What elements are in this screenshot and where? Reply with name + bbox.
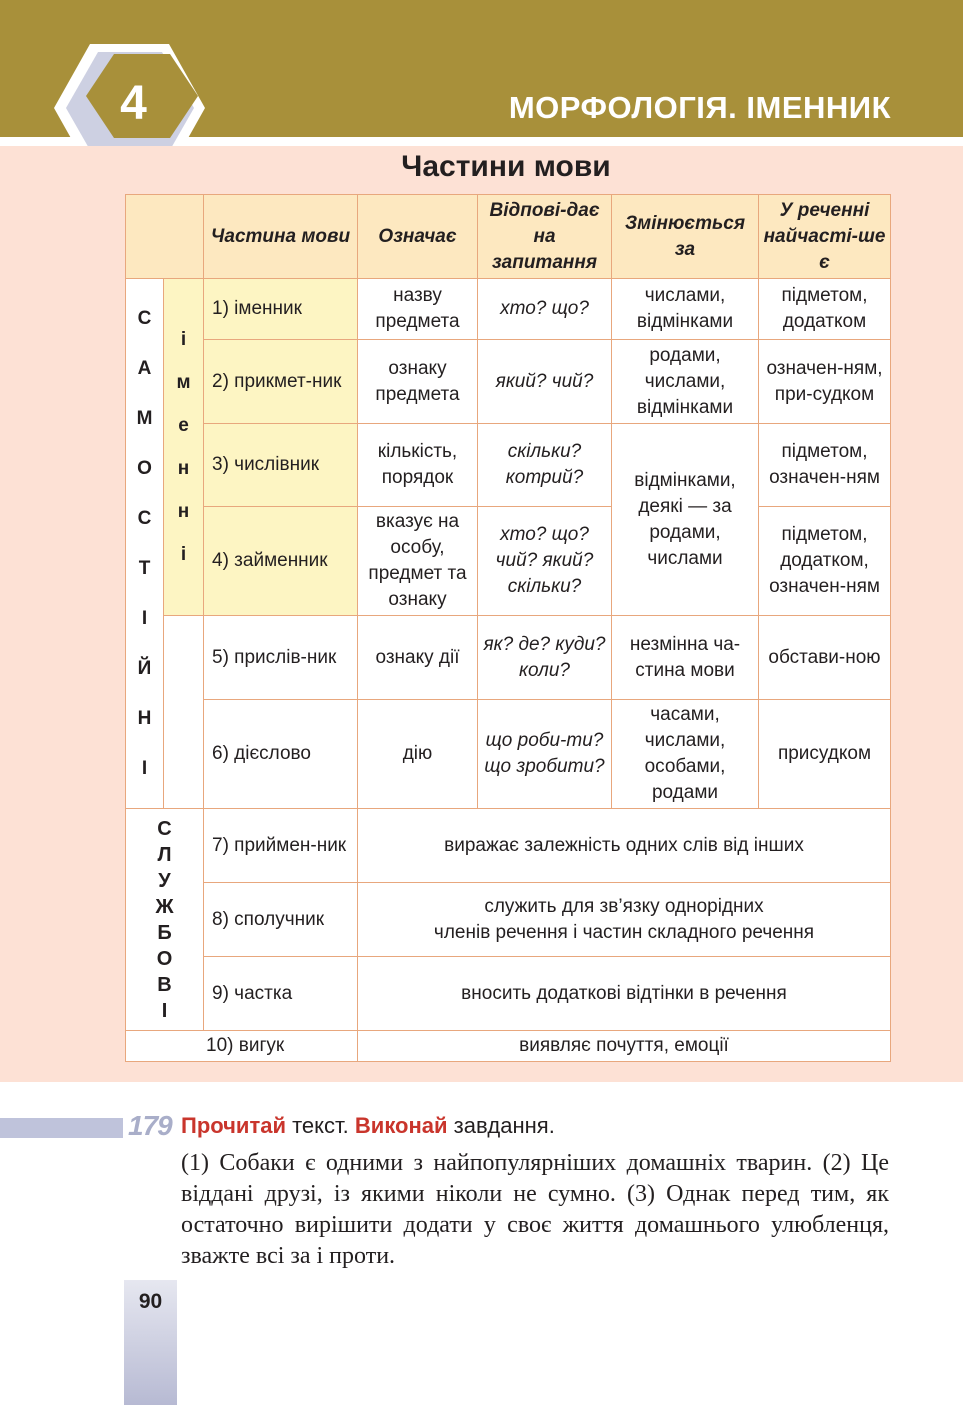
part-role: підметом, додатком, означен-ням bbox=[759, 507, 891, 616]
header-part: Частина мови bbox=[204, 195, 358, 279]
part-name: 7) приймен-ник bbox=[204, 809, 358, 883]
part-role: підметом, додатком bbox=[759, 279, 891, 340]
parts-of-speech-table bbox=[125, 194, 891, 1062]
chapter-header bbox=[0, 0, 963, 137]
part-means: вказує на особу, предмет та ознаку bbox=[358, 507, 478, 616]
part-question: що роби-ти? що зробити? bbox=[478, 700, 612, 809]
exercise-task: Прочитай текст. Виконай завдання. bbox=[181, 1113, 555, 1138]
part-role: присудком bbox=[759, 700, 891, 809]
table-title: Частини мови bbox=[401, 150, 611, 183]
header-changes: Змінюється за bbox=[612, 195, 759, 279]
exercise-text: (1) Собаки є одними з найпопулярніших домашніх тварин. (2) Це віддані друзі, із якими ніколи не сумно. (3) Однак перед тим, як остаточно вирішити додати у своє життя домашнього улюбленця, зважте всі за і проти. bbox=[181, 1150, 889, 1269]
chapter-title: МОРФОЛОГІЯ. ІМЕННИК bbox=[508, 90, 891, 125]
part-means: кількість, порядок bbox=[358, 424, 478, 507]
part-description: служить для зв’язку однорідних членів речення і частин складного речення bbox=[358, 883, 891, 957]
part-question: як? де? куди? коли? bbox=[478, 616, 612, 700]
task-verb-read: Прочитай bbox=[181, 1113, 286, 1138]
page-number: 90 bbox=[138, 1290, 163, 1313]
part-question: який? чий? bbox=[478, 340, 612, 424]
table-row bbox=[126, 1031, 891, 1062]
part-name: 6) дієслово bbox=[204, 700, 358, 809]
part-description: виявляє почуття, емоції bbox=[358, 1031, 891, 1062]
part-changes: родами, числами, відмінками bbox=[612, 340, 759, 424]
group-label-service: С Л У Ж Б О В І bbox=[126, 809, 204, 1031]
table-row bbox=[126, 809, 891, 883]
header-question: Відпові-дає на запитання bbox=[478, 195, 612, 279]
exercise-bar bbox=[0, 1118, 123, 1138]
table-row bbox=[126, 957, 891, 1031]
table-row bbox=[126, 616, 891, 700]
part-role: підметом, означен-ням bbox=[759, 424, 891, 507]
part-role: означен-ням, при-судком bbox=[759, 340, 891, 424]
part-description: вносить додаткові відтінки в речення bbox=[358, 957, 891, 1031]
table-row bbox=[126, 507, 891, 616]
table-row bbox=[126, 424, 891, 507]
part-changes: часами, числами, особами, родами bbox=[612, 700, 759, 809]
exercise-number: 179 bbox=[128, 1110, 172, 1141]
table-row bbox=[126, 340, 891, 424]
part-means: ознаку дії bbox=[358, 616, 478, 700]
part-name: 5) прислів-ник bbox=[204, 616, 358, 700]
table-row bbox=[126, 883, 891, 957]
chapter-number: 4 bbox=[120, 77, 147, 130]
part-description: виражає залежність одних слів від інших bbox=[358, 809, 891, 883]
part-name: 8) сполучник bbox=[204, 883, 358, 957]
part-role: обстави-ною bbox=[759, 616, 891, 700]
part-question: скільки? котрий? bbox=[478, 424, 612, 507]
header-role: У реченні найчасті-ше є bbox=[759, 195, 891, 279]
part-name: 4) займенник bbox=[204, 507, 358, 616]
part-changes: незмінна ча-стина мови bbox=[612, 616, 759, 700]
group-empty-cell bbox=[164, 616, 204, 809]
task-verb-do: Виконай bbox=[354, 1113, 448, 1138]
part-changes: числами, відмінками bbox=[612, 279, 759, 340]
header-empty-cell bbox=[126, 195, 204, 279]
part-means: назву предмета bbox=[358, 279, 478, 340]
table-row bbox=[126, 700, 891, 809]
header-means: Означає bbox=[358, 195, 478, 279]
part-means: ознаку предмета bbox=[358, 340, 478, 424]
part-question: хто? що? bbox=[478, 279, 612, 340]
table-row bbox=[126, 279, 891, 340]
part-name: 3) числівник bbox=[204, 424, 358, 507]
part-name: 2) прикмет-ник bbox=[204, 340, 358, 424]
group-label-independent: С А М О С Т І Й Н І bbox=[126, 279, 164, 809]
part-changes: відмінками, деякі — за родами, числами bbox=[612, 424, 759, 616]
part-name: 1) іменник bbox=[204, 279, 358, 340]
part-name: 10) вигук bbox=[126, 1031, 358, 1062]
part-means: дію bbox=[358, 700, 478, 809]
table-header-row bbox=[126, 195, 891, 279]
group-label-nominal: і м е н н і bbox=[164, 279, 204, 616]
part-name: 9) частка bbox=[204, 957, 358, 1031]
part-question: хто? що? чий? який? скільки? bbox=[478, 507, 612, 616]
